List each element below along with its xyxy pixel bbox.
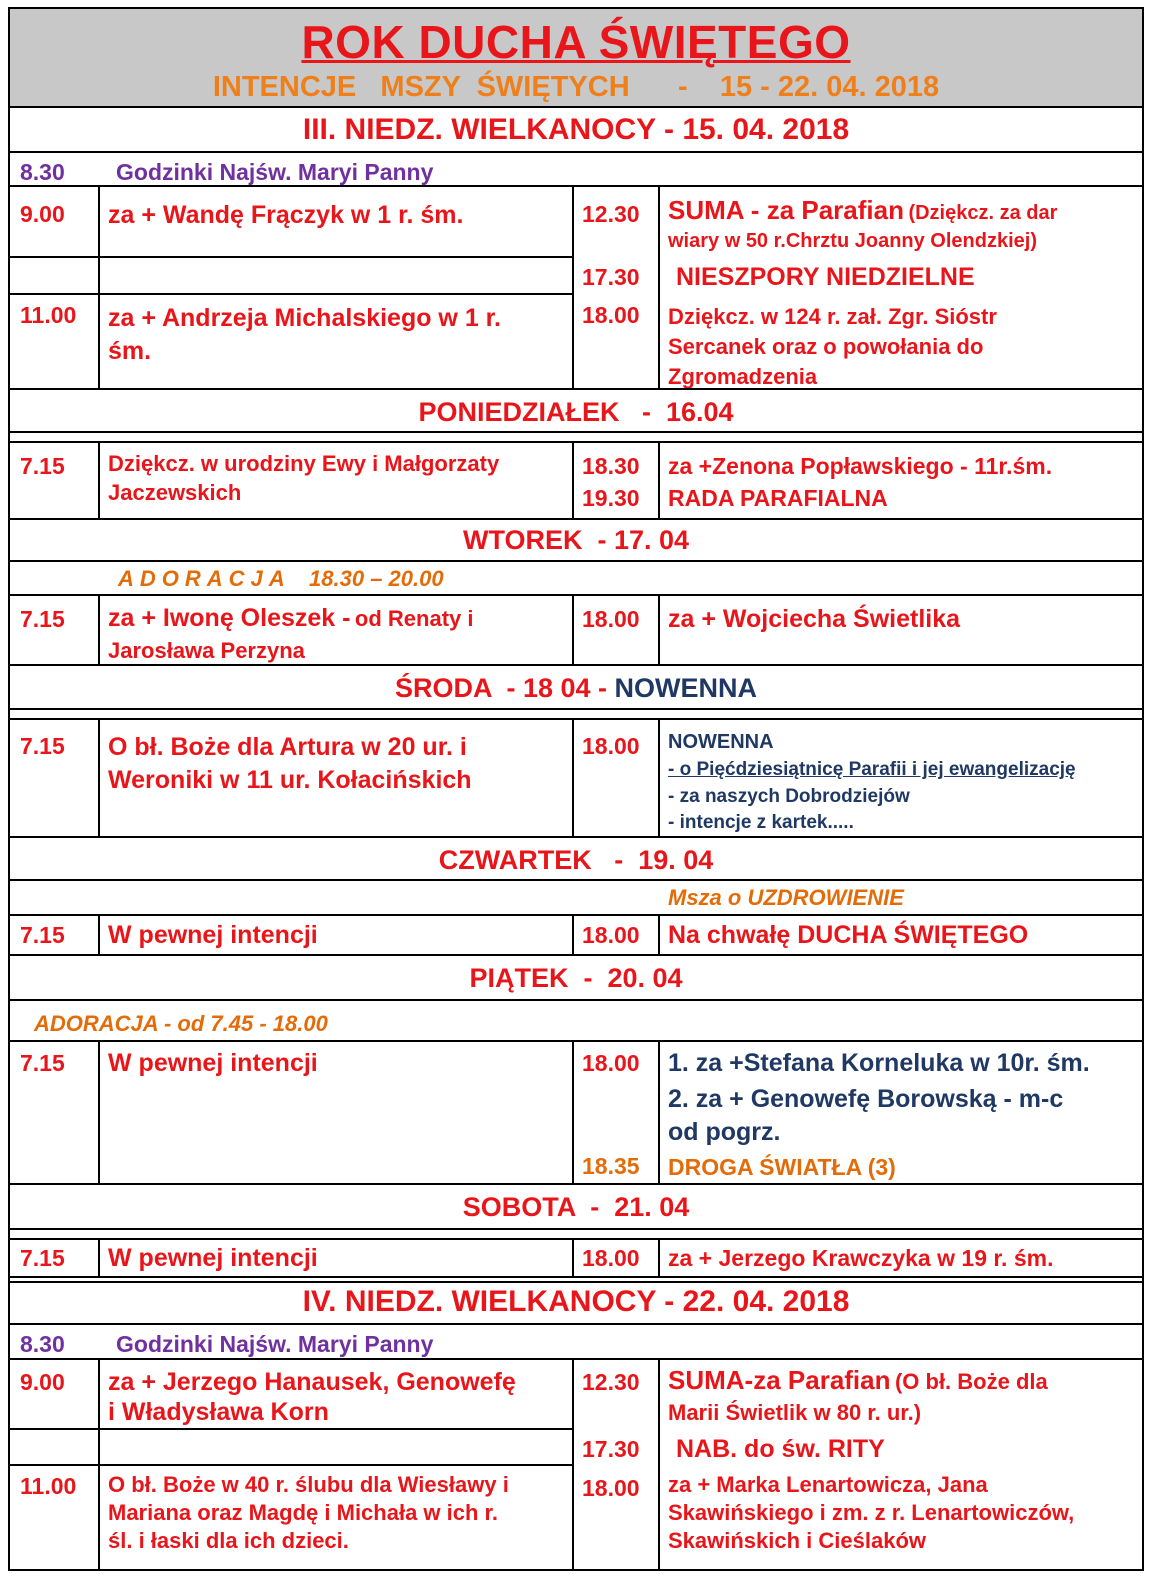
- divider: [10, 185, 1142, 187]
- mass-intention: za + Jerzego Hanausek, Genowefę i Władysława Korn: [108, 1368, 516, 1426]
- column-divider: [658, 1238, 660, 1276]
- column-divider: [658, 914, 660, 954]
- way-of-light-label: DROGA ŚWIATŁA (3): [668, 1154, 896, 1180]
- day-heading-monday: PONIEDZIAŁEK - 16.04: [418, 397, 734, 427]
- column-divider: [658, 441, 660, 518]
- divider: [10, 441, 1142, 443]
- column-divider: [658, 718, 660, 836]
- day-heading-sunday-2: IV. NIEDZ. WIELKANOCY - 22. 04. 2018: [302, 1285, 850, 1318]
- mass-time: 9.00: [20, 201, 65, 227]
- adoration-note: ADORACJA - od 7.45 - 18.00: [34, 1011, 328, 1036]
- novena-item: - intencje z kartek.....: [668, 812, 854, 833]
- day-heading-saturday: SOBOTA - 21. 04: [462, 1192, 690, 1222]
- column-divider: [572, 914, 574, 954]
- column-divider: [98, 441, 100, 518]
- mass-time: 19.30: [582, 485, 640, 511]
- divider: [10, 256, 572, 258]
- divider: [10, 664, 1142, 666]
- mass-intention: za + Wojciecha Świetlika: [668, 605, 961, 633]
- divider: [10, 151, 1142, 153]
- mass-intention: 2. za + Genowefę Borowską - m-c od pogrz.: [668, 1085, 1064, 1146]
- divider: [10, 1281, 1142, 1283]
- column-divider: [98, 1040, 100, 1183]
- mass-time: 12.30: [582, 201, 640, 227]
- divider: [10, 1228, 1142, 1230]
- mass-intention: O bł. Boże dla Artura w 20 ur. i Weroniki w 11 ur. Kołacińskich: [108, 733, 472, 794]
- column-divider: [572, 594, 574, 664]
- mass-time: 12.30: [582, 1369, 640, 1395]
- divider: [10, 431, 1142, 433]
- divider: [10, 1040, 1142, 1042]
- mass-intention-cont: Marii Świetlik w 80 r. ur.): [668, 1400, 922, 1425]
- mass-time: 17.30: [582, 1436, 640, 1462]
- vespers-label: NIESZPORY NIEDZIELNE: [676, 263, 975, 291]
- mass-intention: SUMA - za Parafian (Dziękcz. za dar: [668, 195, 1058, 225]
- mass-intention: za + Iwonę Oleszek - od Renaty i Jarosława Perzyna: [108, 604, 474, 663]
- mass-intention: za + Jerzego Krawczyka w 19 r. śm.: [668, 1245, 1054, 1271]
- schedule-sheet: [8, 7, 1144, 1571]
- divider: [10, 708, 1142, 710]
- mass-intention-cont: wiary w 50 r.Chrztu Joanny Olendzkiej): [668, 230, 1037, 252]
- mass-time: 18.00: [582, 1050, 640, 1076]
- column-divider: [98, 718, 100, 836]
- mass-intention: 1. za +Stefana Korneluka w 10r. śm.: [668, 1049, 1090, 1077]
- divider: [10, 560, 1142, 562]
- mass-intention: Dziękcz. w urodziny Ewy i Małgorzaty Jaczewskich: [108, 451, 500, 505]
- mass-time: 18.00: [582, 606, 640, 632]
- divider: [10, 1323, 1142, 1325]
- mass-time: 7.15: [20, 733, 65, 759]
- divider: [10, 954, 1142, 956]
- column-divider: [658, 1358, 660, 1569]
- divider: [10, 594, 1142, 596]
- column-divider: [572, 185, 574, 388]
- column-divider: [572, 1040, 574, 1183]
- divider: [10, 1464, 572, 1466]
- mass-time: 9.00: [20, 1369, 65, 1395]
- column-divider: [658, 594, 660, 664]
- column-divider: [98, 594, 100, 664]
- day-heading-sunday-1: III. NIEDZ. WIELKANOCY - 15. 04. 2018: [302, 113, 850, 146]
- column-divider: [658, 185, 660, 388]
- divider: [10, 293, 572, 295]
- mass-intention: Na chwałę DUCHA ŚWIĘTEGO: [668, 921, 1029, 949]
- day-heading-friday: PIĄTEK - 20. 04: [469, 963, 683, 993]
- marian-hours-label: Godzinki Najśw. Maryi Panny: [116, 159, 434, 185]
- mass-time: 7.15: [20, 606, 65, 632]
- mass-time: 8.30: [20, 159, 65, 185]
- page-subtitle: INTENCJE MSZY ŚWIĘTYCH - 15 - 22. 04. 2018: [212, 71, 940, 103]
- divider: [10, 836, 1142, 838]
- mass-time: 7.15: [20, 453, 65, 479]
- mass-intention: SUMA-za Parafian (O bł. Boże dla: [668, 1365, 1048, 1395]
- mass-time: 7.15: [20, 1245, 65, 1271]
- mass-intention: za + Wandę Frączyk w 1 r. śm.: [108, 201, 464, 229]
- novena-item: - za naszych Dobrodziejów: [668, 786, 910, 807]
- mass-time: 7.15: [20, 1050, 65, 1076]
- divider: [10, 914, 1142, 916]
- mass-intention: W pewnej intencji: [108, 1049, 318, 1077]
- divider: [10, 1428, 572, 1430]
- divider: [10, 1358, 1142, 1360]
- header-banner: [10, 9, 1142, 108]
- adoration-note: ADORACJA 18.30 – 20.00: [118, 566, 444, 591]
- mass-time: 8.30: [20, 1331, 65, 1357]
- divider: [10, 879, 1142, 881]
- mass-intention: za + Andrzeja Michalskiego w 1 r. śm.: [108, 304, 501, 365]
- divider: [10, 999, 1142, 1001]
- mass-time: 18.35: [582, 1153, 640, 1179]
- column-divider: [572, 441, 574, 518]
- healing-mass-note: Msza o UZDROWIENIE: [668, 885, 904, 910]
- mass-time: 18.00: [582, 302, 640, 328]
- mass-intention: za +Zenona Popławskiego - 11r.śm.: [668, 453, 1053, 479]
- day-heading-tuesday: WTOREK - 17. 04: [462, 525, 690, 555]
- divider: [10, 388, 1142, 390]
- page-title: ROK DUCHA ŚWIĘTEGO: [301, 16, 851, 68]
- mass-time: 18.00: [582, 1475, 640, 1501]
- mass-time: 11.00: [20, 302, 77, 328]
- parish-council-label: RADA PARAFIALNA: [668, 485, 888, 511]
- column-divider: [98, 185, 100, 388]
- mass-intention: W pewnej intencji: [108, 921, 318, 949]
- day-heading-thursday: CZWARTEK - 19. 04: [438, 845, 714, 875]
- column-divider: [572, 1358, 574, 1569]
- divider: [10, 1276, 1142, 1278]
- divider: [10, 718, 1142, 720]
- divider: [10, 1238, 1142, 1240]
- day-heading-wednesday: ŚRODA - 18 04 - NOWENNA: [394, 673, 758, 703]
- column-divider: [572, 1238, 574, 1276]
- mass-intention: Dziękcz. w 124 r. zał. Zgr. Sióstr Sercanek oraz o powołania do Zgromadzenia: [668, 304, 997, 389]
- novena-st-rita-label: NAB. do św. RITY: [676, 1435, 885, 1463]
- column-divider: [98, 1238, 100, 1276]
- mass-intention: za + Marka Lenartowicza, Jana Skawińskiego i zm. z r. Lenartowiczów, Skawińskich i Cieślaków: [668, 1472, 1075, 1553]
- mass-time: 18.00: [582, 733, 640, 759]
- mass-time: 18.00: [582, 1245, 640, 1271]
- novena-item: - o Pięćdziesiątnicę Parafii i jej ewangelizację: [668, 759, 1076, 780]
- mass-time: 7.15: [20, 922, 65, 948]
- mass-intention: O bł. Boże w 40 r. ślubu dla Wiesławy i Mariana oraz Magdę i Michała w ich r. śl. i łaski dla ich dzieci.: [108, 1472, 509, 1553]
- mass-time: 18.00: [582, 922, 640, 948]
- column-divider: [572, 718, 574, 836]
- mass-time: 11.00: [20, 1473, 77, 1499]
- novena-title: NOWENNA: [668, 731, 774, 753]
- column-divider: [98, 914, 100, 954]
- mass-intention: W pewnej intencji: [108, 1244, 318, 1272]
- marian-hours-label: Godzinki Najśw. Maryi Panny: [116, 1331, 434, 1357]
- divider: [10, 1183, 1142, 1185]
- column-divider: [658, 1040, 660, 1183]
- mass-time: 18.30: [582, 453, 640, 479]
- divider: [10, 518, 1142, 520]
- mass-time: 17.30: [582, 264, 640, 290]
